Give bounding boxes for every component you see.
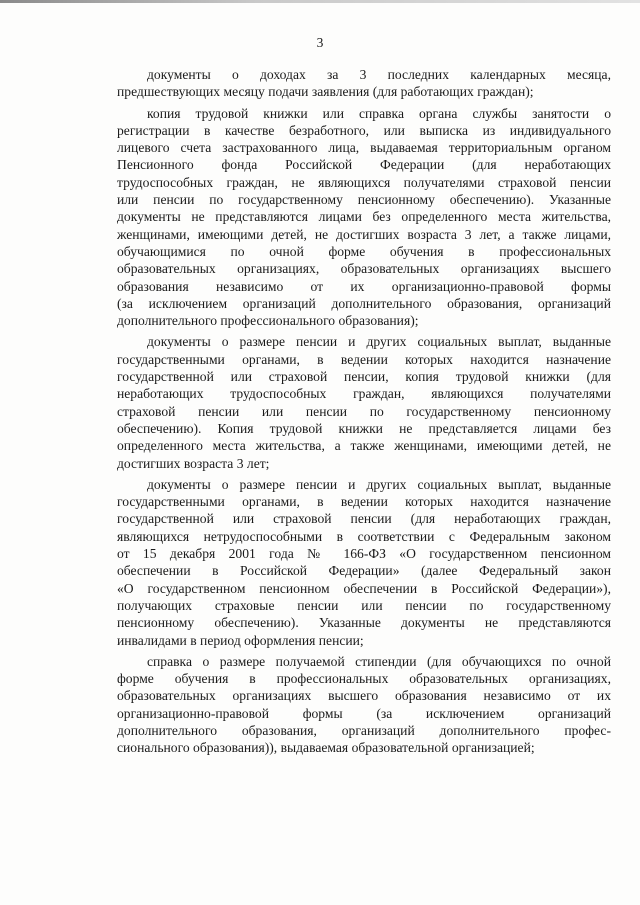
text-line: дополнительного образования, организаций дополнительного профес- [117, 722, 611, 738]
text-line: определенного места жительства, а также женщинами, имеющими детей, не [117, 438, 611, 454]
text-line: обеспечению). Копия трудовой книжки не представляется лицами без [117, 420, 611, 436]
text-line: пенсионному обеспечению). Указанные документы не представляются [117, 615, 611, 631]
text-line: государственной или страховой пенсии (для неработающих граждан, [117, 511, 611, 527]
text-line: или пенсии по государственному пенсионному обеспечению). Указанные [117, 192, 611, 208]
text-line: от 15 декабря 2001 года № 166-ФЗ «О государственном пенсионном [117, 546, 611, 562]
paragraph [117, 653, 611, 757]
document-body [117, 66, 611, 761]
paragraph [117, 333, 611, 471]
text-line: документы о размере пенсии и других социальных выплат, выданные [147, 476, 611, 492]
text-line: государственной или страховой пенсии, копия трудовой книжки (для [117, 369, 611, 385]
text-line: лицевого счета застрахованного лица, выдаваемая территориальным органом [117, 140, 611, 156]
text-line: организационно-правовой формы (за исключением организаций [117, 705, 611, 721]
text-line: женщинами, имеющими детей, не достигших возраста 3 лет, а также лицами, [117, 226, 611, 242]
text-line: Пенсионного фонда Российской Федерации (для неработающих [117, 157, 611, 173]
text-line: документы о доходах за 3 последних календарных месяца, [147, 67, 611, 82]
text-line: образовательных организациях, образовательных организациях высшего [117, 261, 611, 277]
text-line: предшествующих месяцу подачи заявления (для работающих граждан); [117, 84, 534, 100]
page-number: 3 [316, 35, 324, 50]
text-line: государственными органами, в ведении которых находится назначение [117, 494, 611, 510]
scan-top-edge [0, 0, 640, 3]
text-line: трудоспособных граждан, не являющихся получателями страховой пенсии [117, 174, 611, 190]
text-line: обучающимися по очной форме обучения в профессиональных [117, 243, 611, 259]
text-line: форме обучения в профессиональных образовательных организациях, [117, 671, 611, 687]
text-line: страховой пенсии или пенсии по государственному пенсионному [117, 403, 611, 419]
paragraph [117, 66, 611, 101]
text-line: «О государственном пенсионном обеспечении в Российской Федерации»), [117, 580, 611, 596]
paragraph [117, 105, 611, 330]
text-line: получающих страховые пенсии или пенсии по государственному [117, 597, 611, 613]
text-line: документы о размере пенсии и других социальных выплат, выданные [147, 334, 611, 350]
text-line: дополнительного профессионального образования); [117, 313, 419, 329]
text-line: государственными органами, в ведении которых находится назначение [117, 351, 611, 367]
text-line: регистрации в качестве безработного, или выписка из индивидуального [117, 122, 611, 138]
text-line: достигших возраста 3 лет; [117, 455, 270, 471]
text-line: (за исключением организаций дополнительного образования, организаций [117, 295, 611, 311]
text-line: образования независимо от их организационно-правовой формы [117, 278, 611, 294]
text-line: сионального образования)), выдаваемая образовательной организацией; [117, 740, 535, 756]
text-line: образовательных организациях высшего образования независимо от их [117, 688, 611, 704]
text-line: справка о размере получаемой стипендии (для обучающихся по очной [147, 653, 611, 669]
text-line: инвалидами в период оформления пенсии; [117, 632, 364, 648]
text-line: являющихся нетрудоспособными в соответствии с Федеральным законом [117, 528, 611, 544]
text-line: документы не представляются лицами без определенного места жительства, [117, 209, 611, 225]
paragraph [117, 476, 611, 649]
text-line: обеспечении в Российской Федерации» (далее Федеральный закон [117, 563, 611, 579]
text-line: неработающих трудоспособных граждан, являющихся получателями [117, 386, 611, 402]
text-line: копия трудовой книжки или справка органа службы занятости о [147, 105, 611, 121]
